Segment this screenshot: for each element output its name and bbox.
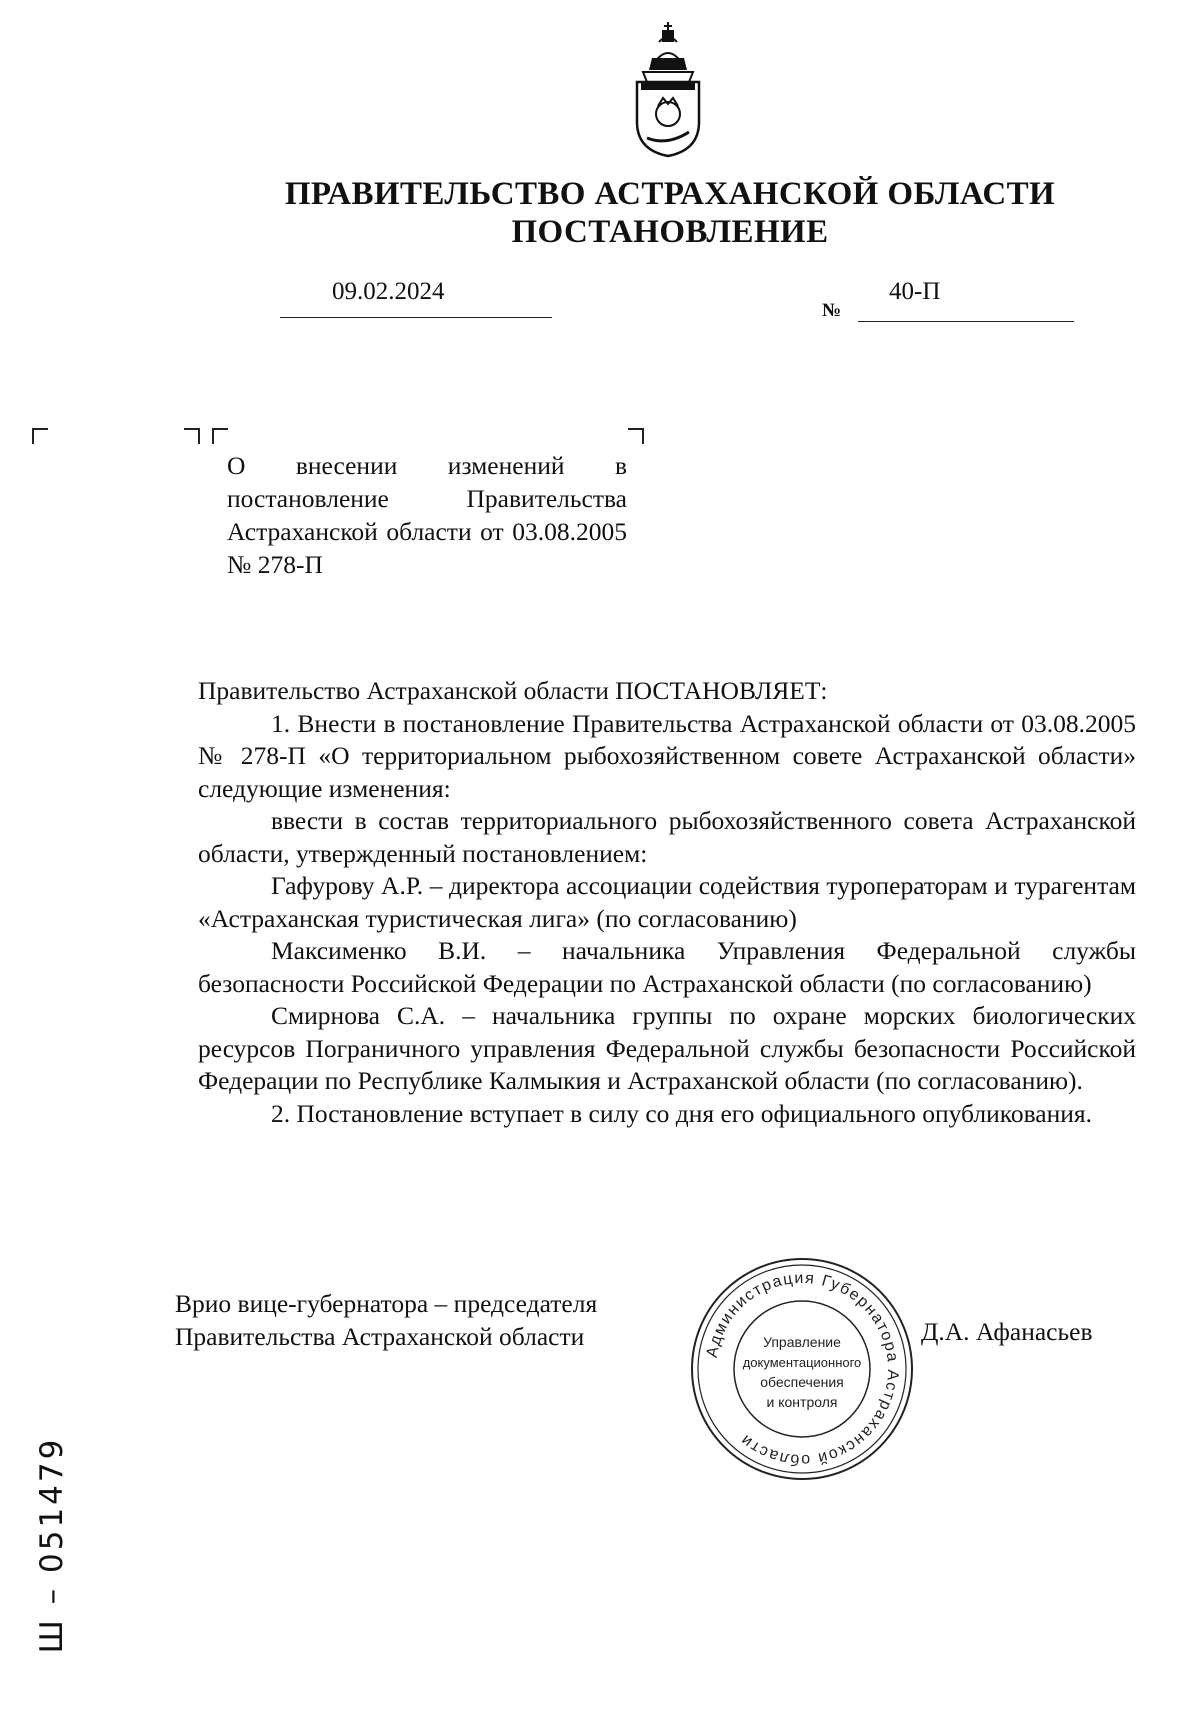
body-paragraph: 1. Внести в постановление Правительства Астраханской области от 03.08.2005 № 278-П «О территориальном рыбохозяйственном совете Астраханской области» следующие изменения: [198, 708, 1136, 803]
number-underline [858, 321, 1074, 322]
stamp-ring-text: Администрация Губернатора Астраханской области [703, 1269, 902, 1469]
body-paragraph: ввести в состав территориального рыбохозяйственного совета Астраханской области, утвержденный постановлением: [198, 806, 1136, 868]
form-serial-text: Ш – 051479 [34, 1436, 70, 1654]
corner-mark [184, 428, 200, 444]
number-sign: № [822, 300, 842, 321]
date-underline [280, 317, 552, 318]
signatory-name: Д.А. Афанасьев [921, 1317, 1093, 1346]
document-date: 09.02.2024 [332, 278, 445, 305]
body-paragraph: Гафурову А.Р. – директора ассоциации содействия туроператорам и турагентам «Астраханская туристическая лига» (по согласованию) [198, 871, 1136, 933]
authority-heading: ПРАВИТЕЛЬСТВО АСТРАХАНСКОЙ ОБЛАСТИ [284, 176, 1056, 212]
stamp-center-line: и контроля [766, 1394, 838, 1410]
body-paragraph: Максименко В.И. – начальника Управления Федеральной службы безопасности Российской Федерации по Астраханской области (по согласованию) [198, 936, 1136, 998]
signatory-position-line: Врио вице-губернатора – председателя [175, 1289, 598, 1318]
signatory-position-line: Правительства Астраханской области [175, 1322, 585, 1351]
body-paragraph: 2. Постановление вступает в силу со дня его официального опубликования. [271, 1098, 1092, 1128]
body-paragraph: Смирнова С.А. – начальника группы по охране морских биологических ресурсов Пограничного управления Федеральной службы безопасности Российской Федерации по Республике Калмыкия и Астраханской области (по согласованию). [198, 1001, 1136, 1095]
document-body [198, 675, 1136, 1130]
document-type-heading: ПОСТАНОВЛЕНИЕ [511, 214, 829, 250]
subject-right-corner-mark [628, 428, 644, 444]
document-number: 40-П [889, 278, 941, 305]
left-margin-corner-mark [32, 428, 48, 444]
stamp-center-line: обеспечения [760, 1374, 844, 1390]
document-subject: О внесении изменений в постановление Правительства Астраханской области от 03.08.2005 № 278-П [227, 451, 627, 579]
coat-of-arms-emblem [629, 20, 707, 158]
subject-left-corner-mark [212, 428, 228, 444]
stamp-center-line: Управление [763, 1334, 841, 1350]
signatory-position [175, 1287, 597, 1353]
body-paragraph: Правительство Астраханской области ПОСТАНОВЛЯЕТ: [198, 676, 828, 705]
official-stamp [688, 1255, 916, 1483]
stamp-center-line: документационного [742, 1355, 862, 1370]
